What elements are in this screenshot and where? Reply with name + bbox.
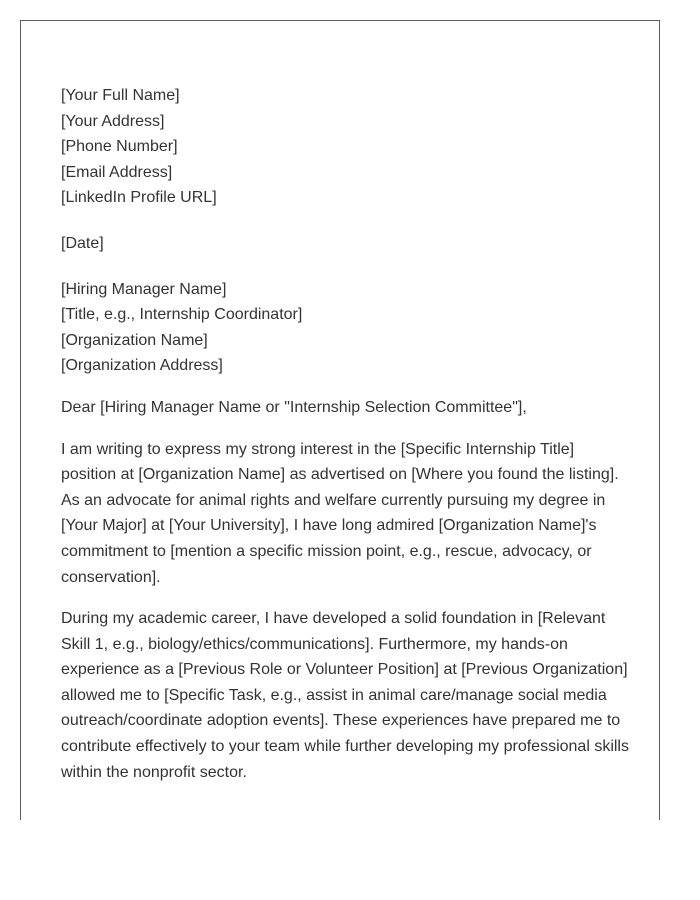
sender-address: [Your Address] xyxy=(61,112,165,130)
salutation: Dear [Hiring Manager Name or "Internship Selection Committee"], xyxy=(61,398,527,416)
letter-date: [Date] xyxy=(61,234,104,252)
recipient-address: [Organization Address] xyxy=(61,357,223,375)
recipient-name: [Hiring Manager Name] xyxy=(61,280,227,298)
sender-phone: [Phone Number] xyxy=(61,138,178,156)
sender-name: [Your Full Name] xyxy=(61,87,180,104)
date-block xyxy=(61,231,633,257)
body-paragraph-1: I am writing to express my strong interest in the [Specific Internship Title] position at [Organization Name] as advertised on [Where you found the listing]. As an advocate for animal rights and welfare currently pursuing my degree in [Your Major] at [Your University], I have long admired [Organization Name]'s commitment to [mention a specific mission point, e.g., rescue, advocacy, or conservation]. xyxy=(61,440,619,586)
sender-email: [Email Address] xyxy=(61,163,173,181)
recipient-title: [Title, e.g., Internship Coordinator] xyxy=(61,306,303,324)
sender-linkedin: [LinkedIn Profile URL] xyxy=(61,189,217,207)
sender-block xyxy=(61,83,633,211)
recipient-block xyxy=(61,277,633,379)
recipient-organization: [Organization Name] xyxy=(61,331,208,349)
letter-content xyxy=(61,83,633,785)
letter-page xyxy=(20,20,660,820)
body-paragraph-2: During my academic career, I have developed a solid foundation in [Relevant Skill 1, e.g., biology/ethics/communications]. Furthermore, my hands-on experience as a [Previous Role or Volunteer Position] at [Previous Organization] allowed me to [Specific Task, e.g., assist in animal care/manage social media outreach/coordinate adoption events]. These experiences have prepared me to contribute effectively to your team while further developing my professional skills within the nonprofit sector. xyxy=(61,610,629,781)
